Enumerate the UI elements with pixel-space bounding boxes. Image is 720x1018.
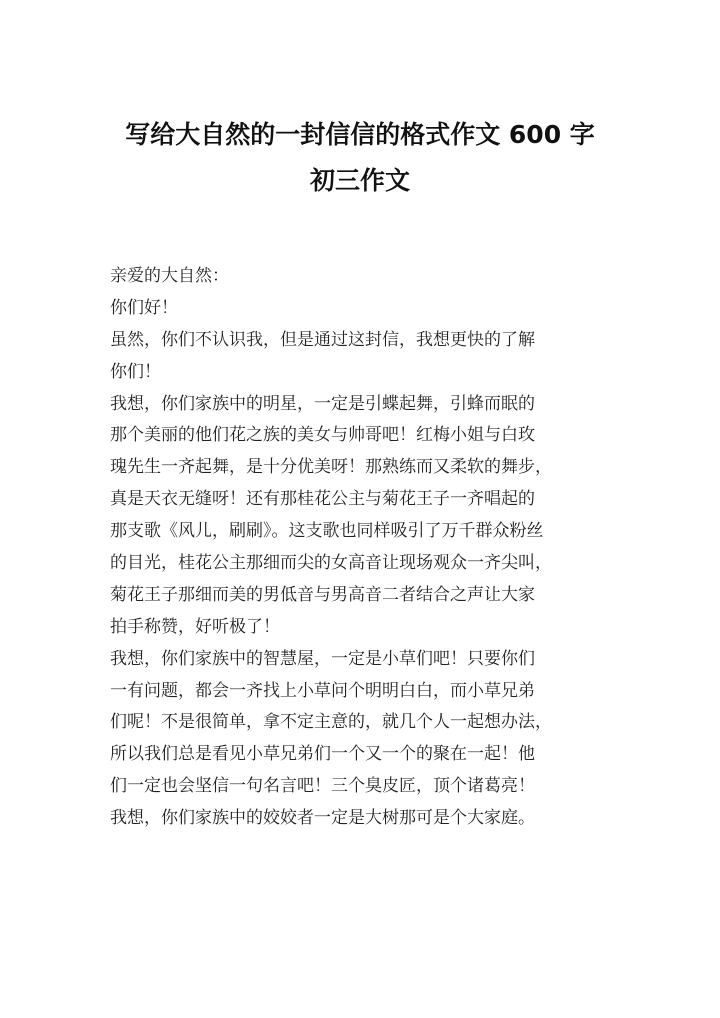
document-title [100,112,620,204]
text-line: 拍手称赞，好听极了！ [110,616,280,637]
text-line: 你们好！ [110,297,178,318]
letter-body [110,261,610,835]
text-line: 真是天衣无缝呀！还有那桂花公主与菊花王子一齐唱起的 [110,489,535,510]
text-line: 的目光，桂花公主那细而尖的女高音让现场观众一齐尖叫， [110,553,552,574]
title-line-1: 写给大自然的一封信信的格式作文 600 字 [125,120,595,149]
title-line-2: 初三作文 [309,166,410,195]
text-line: 一有问题，都会一齐找上小草问个明明白白，而小草兄弟 [110,680,535,701]
text-line: 我想，你们家族中的明星，一定是引蝶起舞，引蜂而眠的 [110,393,535,414]
text-line: 菊花王子那细而美的男低音与男高音二者结合之声让大家 [110,584,535,605]
text-line: 那支歌《风儿，刷刷》。这支歌也同样吸引了万千群众粉丝 [110,521,544,542]
text-line: 所以我们总是看见小草兄弟们一个又一个的聚在一起！他 [110,744,535,765]
text-line: 我想，你们家族中的姣姣者一定是大树那可是个大家庭。 [110,808,535,829]
text-line: 亲爱的大自然： [110,266,229,286]
text-line: 那个美丽的他们花之族的美女与帅哥吧！红梅小姐与白玫 [110,425,535,446]
text-line: 你们！ [110,361,161,382]
text-line: 虽然，你们不认识我，但是通过这封信，我想更快的了解 [110,329,535,350]
text-line: 们一定也会坚信一句名言吧！三个臭皮匠，顶个诸葛亮！ [110,776,535,797]
text-line: 我想，你们家族中的智慧屋，一定是小草们吧！只要你们 [110,648,535,669]
text-line: 们呢！不是很简单，拿不定主意的，就几个人一起想办法， [110,712,552,733]
text-line: 瑰先生一齐起舞，是十分优美呀！那熟练而又柔软的舞步， [110,457,552,478]
